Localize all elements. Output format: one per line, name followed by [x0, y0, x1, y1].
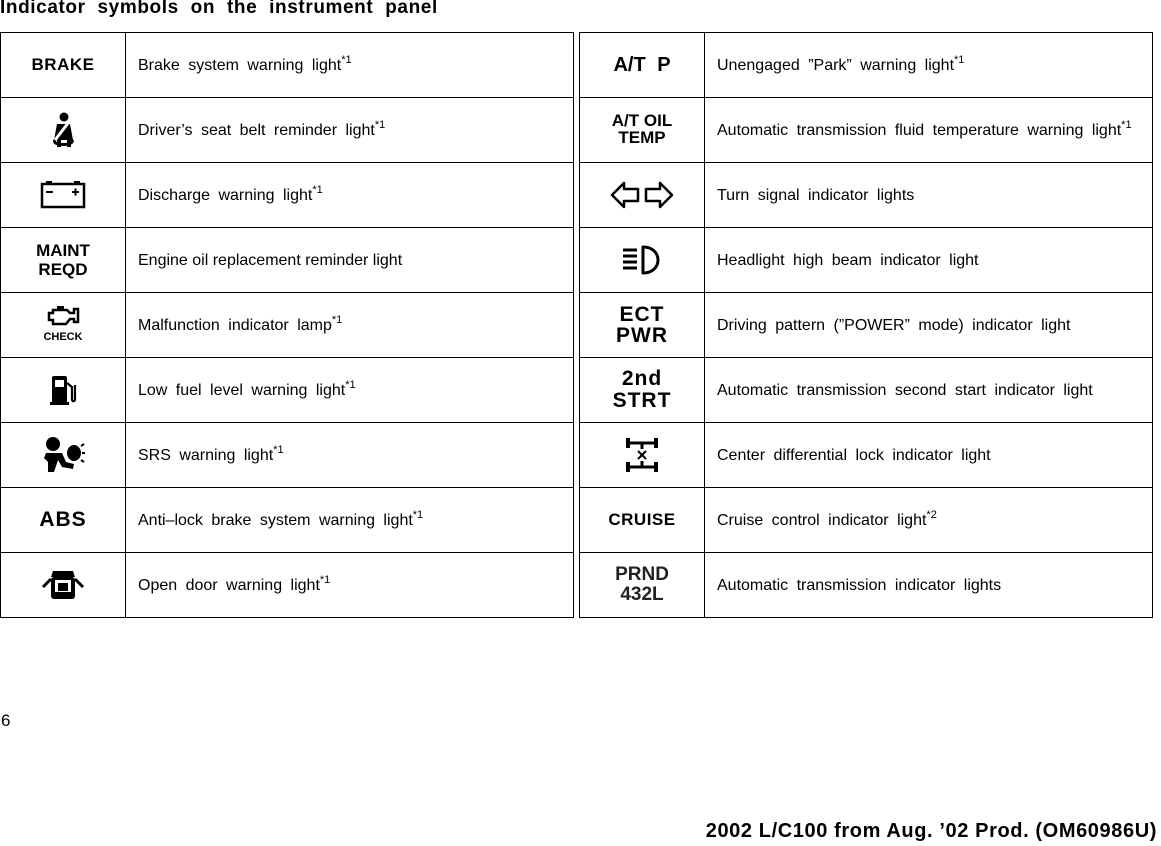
- footnote-mark: *1: [374, 118, 386, 131]
- table-row: [1, 33, 574, 98]
- prnd-icon: PRND 432L: [580, 553, 705, 618]
- row-label: Brake system warning light: [138, 56, 342, 74]
- row-label: SRS warning light: [138, 446, 274, 464]
- row-label: Turn signal indicator lights: [717, 186, 915, 204]
- footnote-mark: *2: [926, 508, 937, 521]
- center-diff-lock-icon: [580, 423, 705, 488]
- row-label: Automatic transmission fluid temperature warning light: [717, 121, 1122, 139]
- table-row: [580, 488, 1153, 553]
- table-row: [580, 163, 1153, 228]
- seat-belt-icon: [1, 98, 126, 163]
- at-oil-temp-icon: A/T OIL TEMP: [580, 98, 705, 163]
- table-row: [1, 358, 574, 423]
- table-row: [1, 163, 574, 228]
- table-row: [1, 423, 574, 488]
- row-label: Driver’s seat belt reminder light: [138, 121, 375, 139]
- cruise-icon: CRUISE: [580, 488, 705, 553]
- battery-icon: [1, 163, 126, 228]
- second-start-icon: 2nd STRT: [580, 358, 705, 423]
- table-row: [1, 228, 574, 293]
- row-label: Automatic transmission second start indicator light: [717, 381, 1093, 399]
- table-row: [1, 293, 574, 358]
- footer-text: 2002 L/C100 from Aug. ’02 Prod. (OM60986U): [705, 820, 1157, 842]
- row-label: Automatic transmission indicator lights: [717, 576, 1002, 594]
- high-beam-icon: [580, 228, 705, 293]
- row-label: Low fuel level warning light: [138, 381, 346, 399]
- engine-check-icon: CHECK: [1, 293, 126, 358]
- row-label: Driving pattern (”POWER” mode) indicator light: [717, 316, 1071, 334]
- indicator-table-left: [0, 32, 574, 618]
- table-row: [580, 228, 1153, 293]
- row-label: Center differential lock indicator light: [717, 446, 991, 464]
- table-row: [580, 358, 1153, 423]
- indicator-table-right: [579, 32, 1153, 618]
- table-row: [580, 293, 1153, 358]
- brake-icon: BRAKE: [1, 33, 126, 98]
- footnote-mark: *1: [345, 378, 356, 391]
- airbag-icon: [1, 423, 126, 488]
- row-label: Headlight high beam indicator light: [717, 251, 979, 269]
- footnote-mark: *1: [1121, 118, 1132, 131]
- row-label: Unengaged ”Park” warning light: [717, 56, 955, 74]
- footnote-mark: *1: [319, 573, 331, 586]
- row-label: Malfunction indicator lamp: [138, 316, 332, 334]
- abs-icon: ABS: [1, 488, 126, 553]
- table-row: [1, 98, 574, 163]
- page-title: Indicator symbols on the instrument panel: [0, 0, 438, 18]
- ect-pwr-icon: ECT PWR: [580, 293, 705, 358]
- row-label: Cruise control indicator light: [717, 511, 927, 529]
- open-door-icon: [1, 553, 126, 618]
- at-park-icon: A/T P: [580, 33, 705, 98]
- row-label: Anti–lock brake system warning light: [138, 511, 413, 529]
- row-label: Engine oil replacement reminder light: [138, 251, 403, 269]
- table-row: [580, 553, 1153, 618]
- table-row: [1, 553, 574, 618]
- turn-signal-icon: [580, 163, 705, 228]
- table-row: [580, 98, 1153, 163]
- footnote-mark: *1: [273, 443, 284, 456]
- footnote-mark: *1: [412, 508, 424, 521]
- footnote-mark: *1: [331, 313, 343, 326]
- page-number: 6: [1, 711, 11, 730]
- footnote-mark: *1: [312, 183, 323, 196]
- table-row: [580, 423, 1153, 488]
- maint-reqd-icon: MAINT REQD: [1, 228, 126, 293]
- row-label: Discharge warning light: [138, 186, 313, 204]
- fuel-pump-icon: [1, 358, 126, 423]
- table-row: [1, 488, 574, 553]
- row-label: Open door warning light: [138, 576, 320, 594]
- table-row: [580, 33, 1153, 98]
- footnote-mark: *1: [954, 53, 965, 66]
- footnote-mark: *1: [341, 53, 352, 66]
